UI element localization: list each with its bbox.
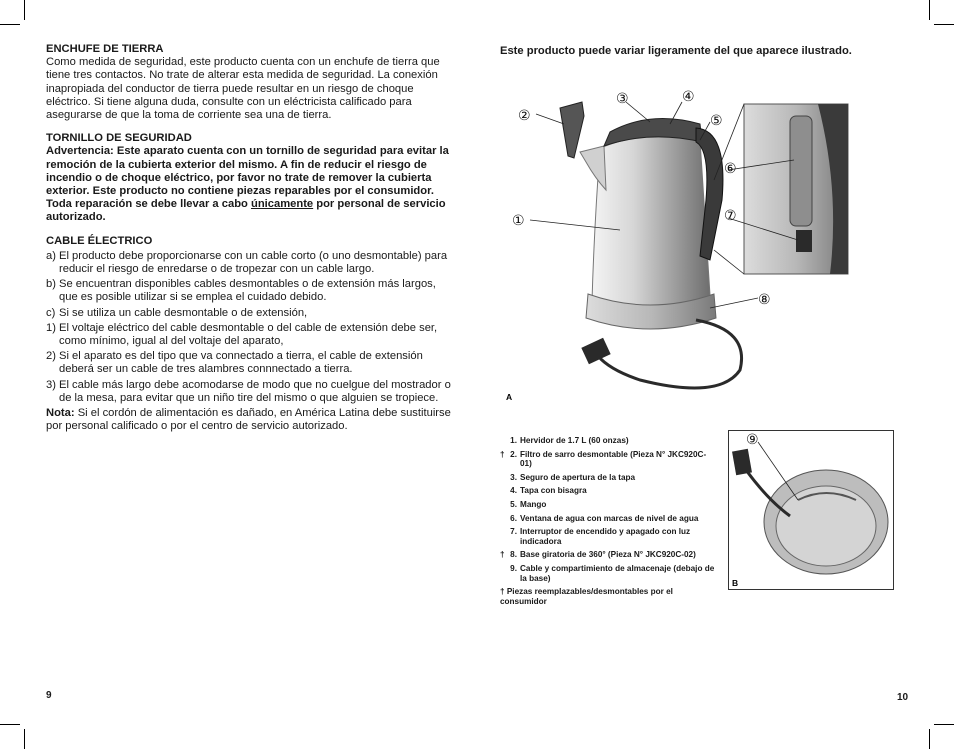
note-label: Nota: bbox=[46, 407, 75, 420]
part-number: 6. bbox=[510, 513, 517, 523]
kettle-spout bbox=[580, 146, 606, 190]
list-marker: 3) bbox=[46, 378, 56, 391]
inset-water-window bbox=[790, 116, 812, 226]
part-name: Base giratoria de 360° (Pieza N° JKC920C-02) bbox=[520, 550, 696, 560]
list-marker: 1) bbox=[46, 321, 56, 334]
part-number: 2. bbox=[510, 449, 517, 459]
part-name: Mango bbox=[520, 499, 547, 509]
ground-plug-title: ENCHUFE DE TIERRA bbox=[46, 43, 164, 55]
crop-mark bbox=[0, 724, 20, 725]
list-text: Si se utiliza un cable desmontable o de extensión, bbox=[59, 306, 308, 319]
callout-1: ① bbox=[512, 213, 525, 229]
part-name: Cable y compartimiento de almacenaje (debajo de la base) bbox=[520, 563, 715, 583]
list-marker: b) bbox=[46, 278, 56, 291]
part-number: 4. bbox=[510, 486, 517, 496]
kettle-body bbox=[592, 136, 710, 309]
callout-2: ② bbox=[518, 108, 531, 124]
list-item bbox=[500, 564, 715, 583]
power-cord-section bbox=[46, 235, 456, 434]
list-item bbox=[500, 514, 715, 524]
inset-power-switch bbox=[796, 230, 812, 252]
cord-list-item bbox=[46, 278, 456, 304]
parts-list bbox=[500, 436, 715, 606]
list-item bbox=[500, 436, 715, 446]
callout-9: ⑨ bbox=[746, 432, 759, 448]
cord-list-item bbox=[46, 379, 456, 405]
part-name: Filtro de sarro desmontable (Pieza N° JKC920C-01) bbox=[520, 449, 707, 469]
part-number: 5. bbox=[510, 499, 517, 509]
part-number: 3. bbox=[510, 472, 517, 482]
part-number: 7. bbox=[510, 527, 517, 537]
base-underside-inner bbox=[776, 486, 876, 566]
callout-5: ⑤ bbox=[710, 113, 723, 129]
list-marker: c) bbox=[46, 306, 56, 319]
list-item bbox=[500, 473, 715, 483]
dagger-mark: † bbox=[500, 550, 505, 560]
list-item bbox=[500, 486, 715, 496]
parts-footnote: † Piezas reemplazables/desmontables por el consumidor bbox=[500, 587, 673, 606]
crop-mark bbox=[929, 0, 930, 20]
list-item bbox=[500, 450, 715, 469]
kettle-illustration bbox=[500, 80, 854, 410]
callout-4: ④ bbox=[682, 89, 695, 105]
cord-list-item bbox=[46, 250, 456, 276]
list-text: Se encuentran disponibles cables desmontables o de extensión más largos, que es posible utilizar si se emplea el cuidado debido. bbox=[59, 278, 436, 304]
power-cord-title: CABLE ÉLECTRICO bbox=[46, 234, 153, 247]
list-item bbox=[500, 527, 715, 546]
list-text: El cable más largo debe acomodarse de modo que no cuelgue del mostrador o de la mesa, para evitar que un niño tire del mismo o que alguien se tropiece. bbox=[59, 378, 451, 404]
warning-text-end: por personal de servicio autorizado. bbox=[46, 198, 446, 224]
illustration-disclaimer: Este producto puede variar ligeramente del que aparece ilustrado. bbox=[500, 45, 852, 57]
cord-note bbox=[46, 407, 456, 433]
callout-8: ⑧ bbox=[758, 292, 771, 308]
list-marker: a) bbox=[46, 249, 56, 262]
safety-screw-section bbox=[46, 132, 456, 224]
callout-7: ⑦ bbox=[724, 208, 737, 224]
list-marker: 2) bbox=[46, 350, 56, 363]
part-number: 9. bbox=[510, 563, 517, 573]
page-number-left: 9 bbox=[46, 690, 52, 701]
figure-b-label: B bbox=[732, 578, 739, 588]
part-name: Seguro de apertura de la tapa bbox=[520, 472, 636, 482]
power-plug bbox=[581, 338, 610, 364]
crop-mark bbox=[24, 0, 25, 20]
list-text: El voltaje eléctrico del cable desmontable o del cable de extensión debe ser, como mínimo, igual al del voltaje del aparato, bbox=[59, 321, 438, 348]
list-item bbox=[500, 500, 715, 510]
dagger-mark: † bbox=[500, 449, 505, 459]
list-item bbox=[500, 550, 715, 560]
warning-text: Advertencia: Este aparato cuenta con un tornillo de seguridad para evitar la remoción de la cubierta exterior del mismo. A fin de reducir el riesgo de incendio o de choque eléctrico, por favor no trate de remover la cubierta exterior. Este producto no contiene piezas reparables por el consumidor. Toda reparación se debe llevar a cabo bbox=[46, 145, 449, 211]
list-text: El producto debe proporcionarse con un cable corto (o uno desmontable) para reducir el riesgo de enredarse o de tropezar con un cable largo. bbox=[59, 249, 448, 276]
ground-plug-section bbox=[46, 43, 456, 122]
cord-list-item bbox=[46, 322, 456, 348]
part-name: Ventana de agua con marcas de nivel de agua bbox=[520, 513, 699, 523]
crop-mark bbox=[24, 729, 25, 749]
safety-screw-warning bbox=[46, 145, 456, 224]
part-name: Hervidor de 1.7 L (60 onzas) bbox=[520, 436, 629, 445]
note-text: Si el cordón de alimentación es dañado, en América Latina debe sustituirse por personal calificado o por el centro de servicio autorizado. bbox=[46, 407, 451, 433]
page-number-right: 10 bbox=[897, 692, 909, 703]
figure-a-label: A bbox=[506, 392, 513, 402]
power-cord bbox=[598, 320, 742, 388]
scale-filter-piece bbox=[560, 102, 584, 158]
crop-mark bbox=[934, 24, 954, 25]
crop-mark bbox=[929, 729, 930, 749]
list-text: Si el aparato es del tipo que va connectado a tierra, el cable de extensión deberá ser un cable de tres alambres connnectado a tierra. bbox=[59, 350, 423, 376]
crop-mark bbox=[934, 724, 954, 725]
ground-plug-body: Como medida de seguridad, este producto cuenta con un enchufe de tierra que tiene tres contactos. No trate de alterar esta medida de seguridad. La conexión inapropiada del conductor de tierra puede resultar en un riesgo de choque eléctrico. Si tiene alguna duda, consulte con un eléctricista calificado para asegurarse de que la toma de corriente sea una de tierra. bbox=[46, 56, 440, 122]
cord-list-item bbox=[46, 350, 456, 376]
part-number: 1. bbox=[510, 436, 517, 445]
safety-screw-title: TORNILLO DE SEGURIDAD bbox=[46, 132, 192, 145]
part-name: Interruptor de encendido y apagado con luz indicadora bbox=[520, 527, 691, 546]
part-number: 8. bbox=[510, 550, 517, 560]
kettle-base-underside-illustration bbox=[728, 430, 894, 590]
crop-mark bbox=[0, 24, 20, 25]
cord-list-item bbox=[46, 307, 456, 320]
warning-underline-text: únicamente bbox=[250, 198, 314, 211]
left-page-content bbox=[46, 43, 456, 443]
part-name: Tapa con bisagra bbox=[520, 486, 587, 496]
callout-3: ③ bbox=[616, 91, 629, 107]
callout-6: ⑥ bbox=[724, 161, 737, 177]
